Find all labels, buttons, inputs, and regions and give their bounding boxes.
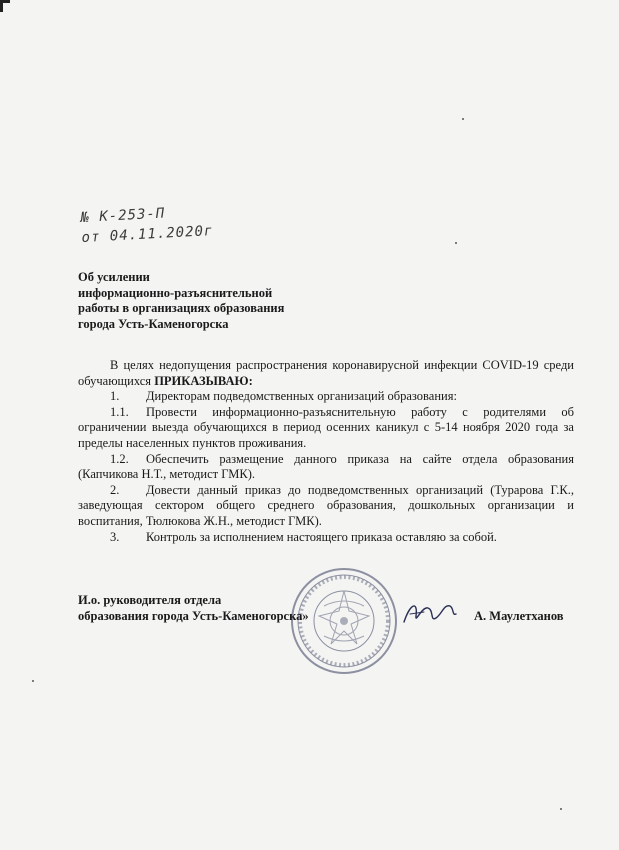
registration-handwritten-note xyxy=(80,201,214,248)
scan-speck xyxy=(455,242,457,244)
registration-number: № K-253-П xyxy=(80,205,166,226)
order-item xyxy=(78,389,574,405)
item-text: Контроль за исполнением настоящего приказа оставляю за собой. xyxy=(146,529,497,544)
subject-line: информационно-разъяснительной xyxy=(78,285,273,300)
item-text: Довести данный приказ до подведомственных организаций (Турарова Г.К., заведующая сектором общего среднего образования, дошкольных организации и воспитания, Тюлюкова Ж.Н., методист ГМК). xyxy=(78,482,574,528)
scan-mark xyxy=(0,0,3,12)
order-item xyxy=(78,405,574,452)
preamble-text: В целях недопущения распространения коронавирусной инфекции COVID-19 среди обучающихся xyxy=(78,358,574,388)
subject-line: работы в организациях образования xyxy=(78,301,285,315)
item-number: 1.1. xyxy=(110,404,129,419)
scan-speck xyxy=(32,680,34,682)
position-line: И.о. руководителя отдела xyxy=(78,593,222,607)
item-text: Провести информационно-разъяснительную работу с родителями об ограничении выезда обучающихся в период осенних каникул с 5-14 ноября 2020 года за пределы населенных пунктов проживания. xyxy=(78,404,574,450)
item-number: 1. xyxy=(110,389,120,404)
subject-line: города Усть-Каменогорска xyxy=(78,316,229,331)
order-subject xyxy=(78,270,284,332)
scan-speck xyxy=(462,118,464,120)
order-body xyxy=(78,358,574,545)
scan-speck xyxy=(560,808,562,810)
item-number: 1.2. xyxy=(110,451,129,466)
signatory-name: А. Маулетханов xyxy=(474,609,564,623)
preamble xyxy=(78,358,574,389)
order-item xyxy=(78,452,574,483)
registration-date: от 04.11.2020г xyxy=(81,223,214,246)
item-number: 2. xyxy=(110,482,120,497)
order-item xyxy=(78,483,574,530)
item-text: Обеспечить размещение данного приказа на сайте отдела образования (Капчикова Н.Т., методист ГМК). xyxy=(78,451,574,482)
signatory-position xyxy=(78,592,309,624)
order-keyword: ПРИКАЗЫВАЮ: xyxy=(154,373,253,388)
position-line: образования города Усть-Каменогорска» xyxy=(78,609,309,623)
item-number: 3. xyxy=(110,529,120,544)
subject-line: Об усилении xyxy=(78,270,150,284)
order-item xyxy=(78,530,574,546)
item-text: Директорам подведомственных организаций образования: xyxy=(146,389,457,404)
handwritten-signature xyxy=(400,596,460,630)
